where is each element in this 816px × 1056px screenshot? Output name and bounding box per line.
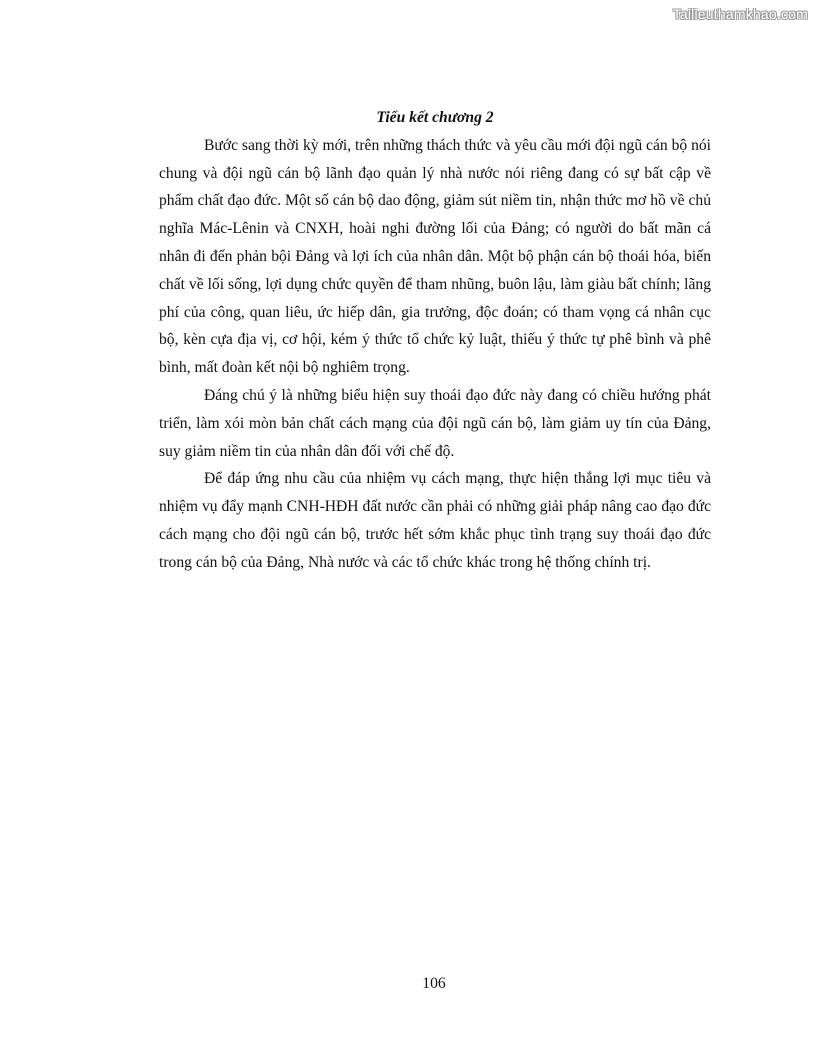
watermark: Tailieuthamkhao.com — [672, 6, 808, 22]
paragraph-2: Đáng chú ý là những biểu hiện suy thoái đạo đức này đang có chiều hướng phát triển, làm xói mòn bản chất cách mạng của đội ngũ cán bộ, làm giảm uy tín của Đảng, suy giảm niềm tin của nhân dân đối với chế độ. — [159, 386, 711, 460]
paragraph-1: Bước sang thời kỳ mới, trên những thách thức và yêu cầu mới đội ngũ cán bộ nói chung và đội ngũ cán bộ lãnh đạo quản lý nhà nước nói riêng đang có sự bất cập về phẩm chất đạo đức. Một số cán bộ dao động, giảm sút niềm tin, nhận thức mơ hồ về chủ nghĩa Mác-Lênin và CNXH, hoài nghi đường lối của Đảng; có người do bất mãn cá nhân đi đến phản bội Đảng và lợi ích của nhân dân. Một bộ phận cán bộ thoái hóa, biến chất về lối sống, lợi dụng chức quyền để tham nhũng, buôn lậu, làm giàu bất chính; lãng phí của công, quan liêu, ức hiếp dân, gia trưởng, độc đoán; có tham vọng cá nhân cục bộ, kèn cựa địa vị, cơ hội, kém ý thức tổ chức kỷ luật, thiếu ý thức tự phê bình và phê bình, mất đoàn kết nội bộ nghiêm trọng. — [159, 136, 711, 377]
page-number: 106 — [422, 975, 446, 992]
document-body — [159, 104, 711, 577]
paragraph-3: Để đáp ứng nhu cầu của nhiệm vụ cách mạng, thực hiện thắng lợi mục tiêu và nhiệm vụ đẩy mạnh CNH-HĐH đất nước cần phải có những giải pháp nâng cao đạo đức cách mạng cho đội ngũ cán bộ, trước hết sớm khắc phục tình trạng suy thoái đạo đức trong cán bộ của Đảng, Nhà nước và các tổ chức khác trong hệ thống chính trị. — [159, 470, 711, 571]
chapter-summary-title: Tiểu kết chương 2 — [376, 109, 494, 126]
